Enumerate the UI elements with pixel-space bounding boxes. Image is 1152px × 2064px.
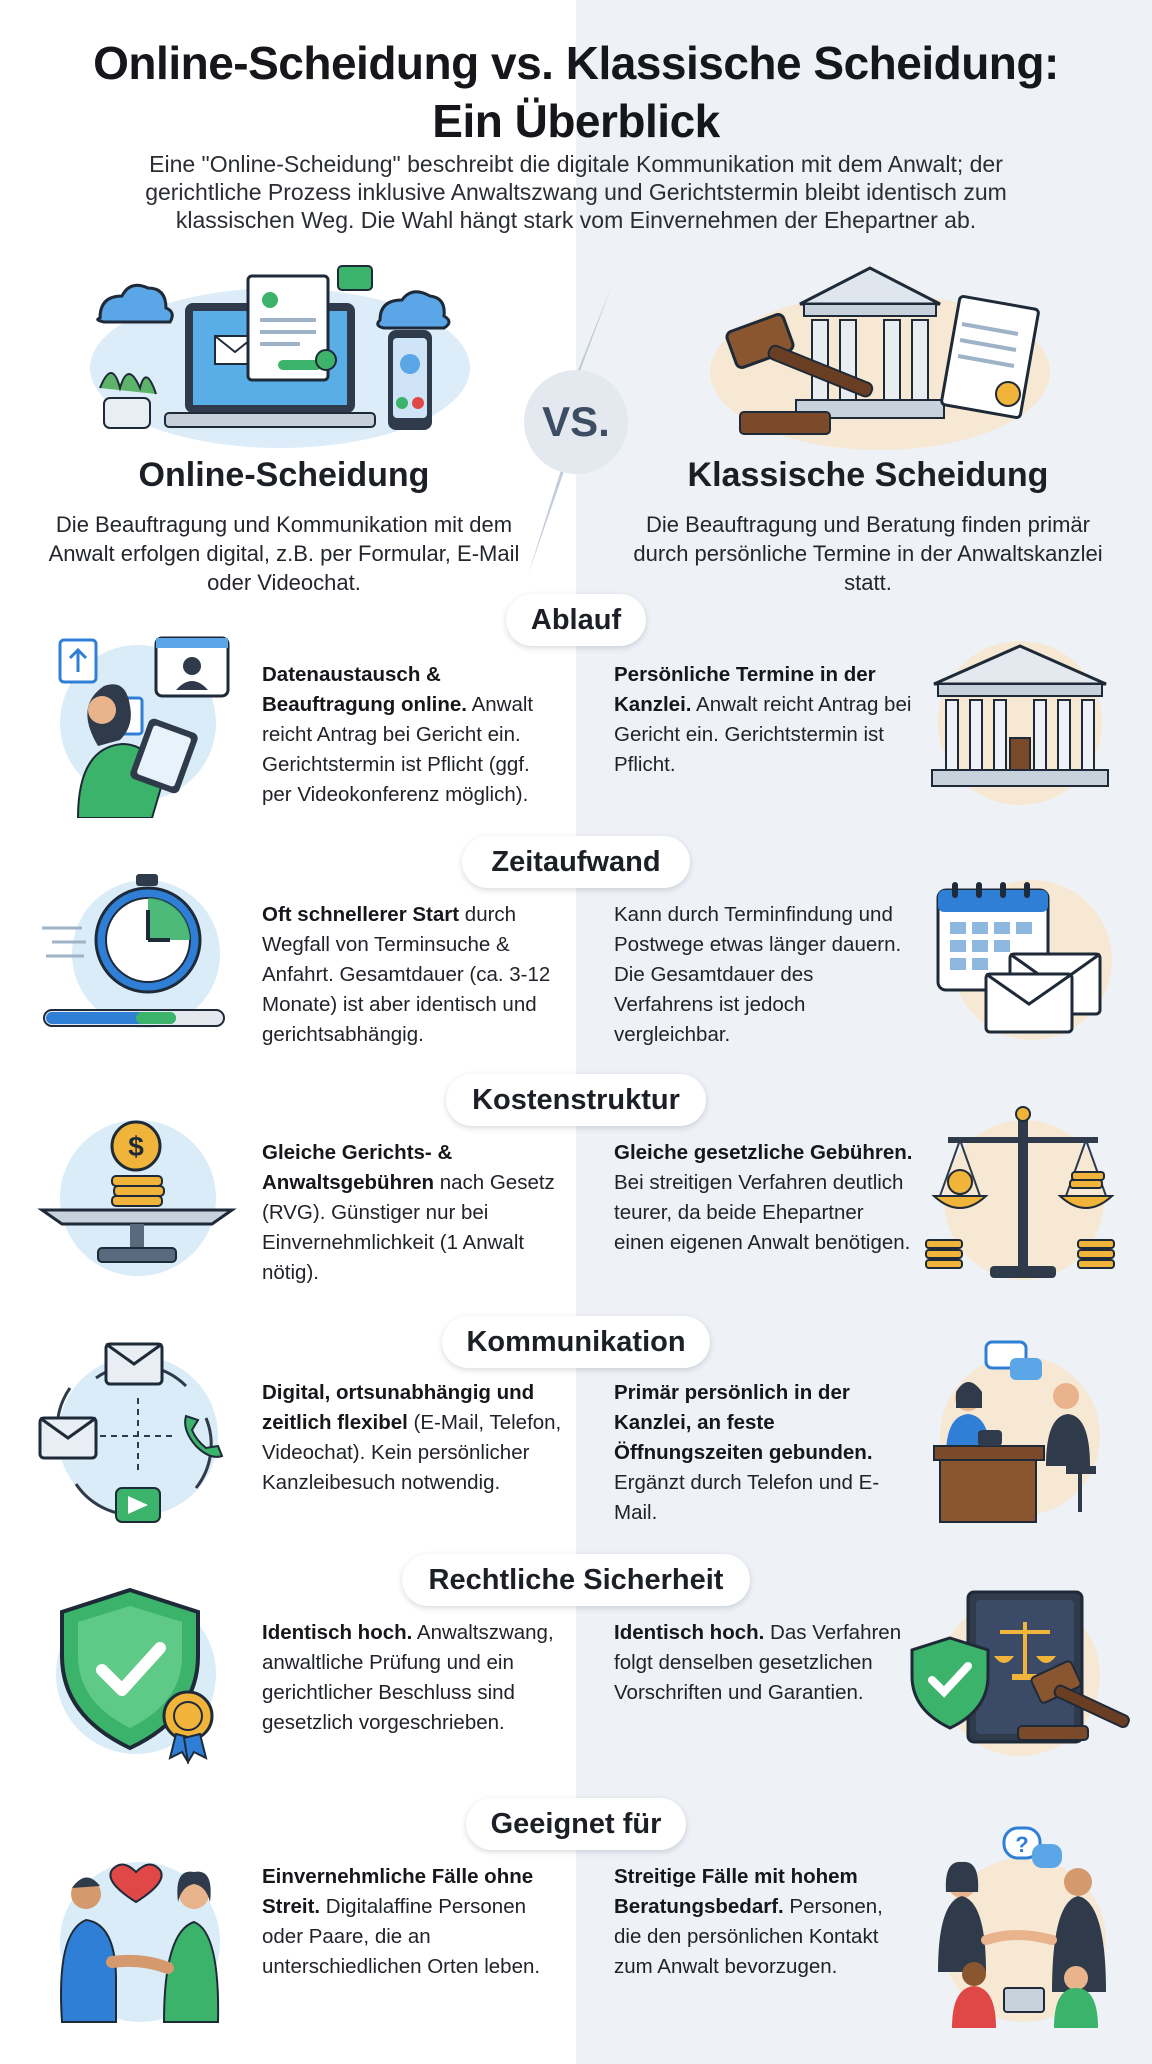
section-zeitaufwand-label: Zeitaufwand <box>462 836 690 888</box>
sicherheit-classic-text <box>614 1618 914 1708</box>
svg-text:?: ? <box>1015 1832 1029 1857</box>
ablauf-online-bold: Datenaustausch & Beauftragung online. <box>262 663 467 716</box>
communication-cycle-icon <box>36 1338 240 1534</box>
zeitaufwand-classic-rest: Kann durch Terminfindung und Postwege etwas länger dauern. Die Gesamtdauer des Verfahrens ist jedoch vergleichbar. <box>614 903 902 1046</box>
ablauf-online-text <box>262 660 562 810</box>
coin-scale-icon <box>36 1110 240 1286</box>
ablauf-classic-rest: Anwalt reicht Antrag bei Gericht ein. Gerichtstermin ist Pflicht. <box>614 693 912 776</box>
sicherheit-classic-bold: Identisch hoch. <box>614 1621 765 1644</box>
sicherheit-online-rest: Anwaltszwang, anwaltliche Prüfung und ein gerichtlicher Beschluss sind gesetzlich vorgeschrieben. <box>262 1621 554 1734</box>
section-kommunikation-label: Kommunikation <box>442 1316 710 1368</box>
classic-description: Die Beauftragung und Beratung finden primär durch persönliche Termine in der Anwaltskanzlei statt. <box>633 512 1103 595</box>
zeitaufwand-online-text <box>262 900 562 1050</box>
svg-text:$: $ <box>128 1131 144 1162</box>
ablauf-online-rest: Anwalt reicht Antrag bei Gericht ein. Gerichtstermin ist Pflicht (ggf. per Videokonferenz möglich). <box>262 693 534 806</box>
page-subtitle: Eine "Online-Scheidung" beschreibt die digitale Kommunikation mit dem Anwalt; der gerichtliche Prozess inklusive Anwaltszwang und Gerichtstermin bleibt identisch zum klassischen Weg. Die Wahl hängt stark vom Einvernehmen der Ehepartner ab. <box>145 151 1007 233</box>
kosten-classic-text <box>614 1138 914 1258</box>
handshake-couple-icon <box>40 1832 240 2028</box>
geeignet-classic-bold: Streitige Fälle mit hohem Beratungsbedarf. <box>614 1865 858 1918</box>
section-sicherheit-label: Rechtliche Sicherheit <box>402 1554 750 1606</box>
kommunikation-online-text <box>262 1378 562 1498</box>
section-ablauf-label: Ablauf <box>506 594 646 646</box>
vs-badge: VS. <box>524 370 628 474</box>
kommunikation-online-rest: (E-Mail, Telefon, Videochat). Kein persönlicher Kanzleibesuch notwendig. <box>262 1411 562 1494</box>
sicherheit-online-text <box>262 1618 562 1738</box>
page-title <box>0 34 1152 150</box>
geeignet-classic-rest: Personen, die den persönlichen Kontakt zum Anwalt bevorzugen. <box>614 1895 883 1978</box>
balance-scale-icon <box>920 1100 1120 1290</box>
kommunikation-classic-text <box>614 1378 914 1528</box>
kommunikation-online-bold: Digital, ortsunabhängig und zeitlich flexibel <box>262 1381 535 1434</box>
gavel-courthouse-icon <box>700 262 1060 452</box>
geeignet-classic-text <box>614 1862 914 1982</box>
ablauf-classic-text <box>614 660 914 780</box>
laptop-cloud-icon <box>80 258 480 448</box>
section-kosten-label: Kostenstruktur <box>446 1074 706 1126</box>
online-description: Die Beauftragung und Kommunikation mit dem Anwalt erfolgen digital, z.B. per Formular, E-Mail oder Videochat. <box>48 512 520 595</box>
zeitaufwand-online-rest: durch Wegfall von Terminsuche & Anfahrt. Gesamtdauer (ca. 3-12 Monate) ist aber identisch und gerichtsabhängig. <box>262 903 551 1046</box>
geeignet-online-bold: Einvernehmliche Fälle ohne Streit. <box>262 1865 534 1918</box>
shield-check-icon <box>40 1584 240 1764</box>
kommunikation-classic-rest: Ergänzt durch Telefon und E-Mail. <box>614 1471 880 1524</box>
zeitaufwand-online-bold: Oft schnellerer Start <box>262 903 460 926</box>
title-line-2: Ein Überblick <box>432 95 720 147</box>
sicherheit-online-bold: Identisch hoch. <box>262 1621 413 1644</box>
stopwatch-icon <box>36 868 240 1048</box>
classic-title: Klassische Scheidung <box>687 456 1049 494</box>
online-title: Online-Scheidung <box>138 456 430 494</box>
geeignet-online-text <box>262 1862 572 1982</box>
kommunikation-classic-bold: Primär persönlich in der Kanzlei, an feste Öffnungszeiten gebunden. <box>614 1381 873 1464</box>
kosten-online-rest: nach Gesetz (RVG). Günstiger nur bei Einvernehmlichkeit (1 Anwalt nötig). <box>262 1171 555 1284</box>
office-meeting-icon <box>916 1336 1120 1532</box>
ablauf-classic-bold: Persönliche Termine in der Kanzlei. <box>614 663 876 716</box>
zeitaufwand-classic-text <box>614 900 914 1050</box>
law-book-shield-icon <box>910 1586 1142 1766</box>
kosten-classic-bold: Gleiche gesetzliche Gebühren. <box>614 1141 913 1164</box>
tablet-woman-icon <box>38 628 238 818</box>
section-geeignet-label: Geeignet für <box>466 1798 686 1850</box>
geeignet-online-rest: Digitalaffine Personen oder Paare, die an unterschiedlichen Orten leben. <box>262 1895 541 1978</box>
sicherheit-classic-rest: Das Verfahren folgt denselben gesetzlichen Vorschriften und Garantien. <box>614 1621 902 1704</box>
title-line-1: Online-Scheidung vs. Klassische Scheidung: <box>93 37 1059 89</box>
kosten-online-text <box>262 1138 562 1288</box>
business-meeting-icon <box>928 1822 1128 2028</box>
kosten-online-bold: Gleiche Gerichts- & Anwaltsgebühren <box>262 1141 453 1194</box>
calendar-mail-icon <box>924 870 1120 1050</box>
courthouse-icon <box>920 628 1120 818</box>
kosten-classic-rest: Bei streitigen Verfahren deutlich teurer, da beide Ehepartner einen eigenen Anwalt benötigen. <box>614 1171 911 1254</box>
